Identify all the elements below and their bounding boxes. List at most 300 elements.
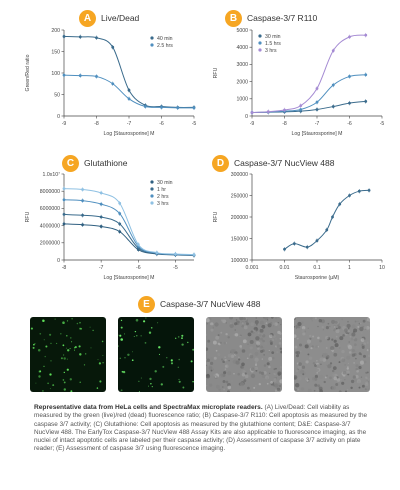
x-tick-label: -8: [94, 121, 99, 127]
legend-marker: [258, 34, 261, 37]
series-line-data: [285, 190, 370, 249]
cell-texture: [210, 357, 213, 360]
fluorescent-cell: [192, 349, 194, 351]
cell-texture: [278, 373, 281, 376]
legend-label: 40 min: [157, 35, 173, 42]
legend-label: 1 hr: [157, 186, 166, 193]
data-point: [338, 203, 341, 206]
cell-texture: [351, 338, 353, 340]
cell-texture: [331, 320, 335, 324]
fluorescent-cell: [64, 372, 65, 373]
fluorescent-cell: [79, 353, 81, 355]
fluorescent-cell: [63, 357, 65, 359]
cell-texture: [209, 366, 213, 370]
cell-texture: [280, 338, 282, 340]
caption-bold: Representative data from HeLa cells and SpectraMax microplate readers.: [34, 404, 263, 411]
cell-texture: [259, 334, 261, 336]
cell-texture: [240, 347, 241, 348]
cell-texture: [277, 383, 279, 385]
y-axis-label: RFU: [25, 211, 31, 223]
cell-texture: [243, 339, 247, 343]
cell-texture: [351, 380, 354, 383]
cell-texture: [247, 343, 248, 344]
legend-label: 30 min: [265, 33, 281, 40]
cell-texture: [268, 319, 269, 320]
y-tick-label: 0: [57, 257, 60, 264]
cell-texture: [225, 364, 229, 368]
y-tick-label: 4000: [236, 45, 248, 51]
cell-texture: [359, 352, 362, 355]
cell-texture: [347, 330, 349, 332]
data-point: [63, 213, 66, 216]
data-point: [364, 34, 367, 37]
chart-d: [210, 170, 390, 282]
y-axis-label: RFU: [213, 211, 219, 223]
cell-texture: [236, 361, 240, 365]
data-point: [137, 243, 140, 246]
cell-texture: [260, 338, 263, 341]
fluorescent-cell: [92, 330, 93, 331]
data-point: [267, 110, 270, 113]
cell-texture: [307, 339, 311, 343]
cell-texture: [256, 317, 257, 318]
data-point: [81, 188, 84, 191]
cell-texture: [344, 379, 345, 380]
cell-texture: [277, 331, 280, 334]
fluorescent-cell: [178, 367, 179, 368]
fluorescent-cell: [187, 342, 188, 343]
cell-texture: [207, 340, 210, 343]
data-point: [100, 192, 103, 195]
fluorescent-cell: [98, 359, 99, 360]
cell-texture: [305, 344, 309, 348]
cell-texture: [268, 366, 271, 369]
cell-texture: [208, 347, 210, 349]
fluorescent-cell: [64, 388, 66, 390]
fluorescent-cell: [162, 366, 164, 368]
cell-texture: [361, 338, 365, 342]
fluorescent-cell: [145, 342, 147, 344]
cell-texture: [351, 332, 355, 336]
cell-texture: [323, 329, 324, 330]
data-point: [193, 253, 196, 256]
cell-texture: [332, 370, 335, 373]
cell-texture: [244, 389, 246, 391]
x-tick-label: 1: [348, 265, 351, 271]
cell-texture: [261, 325, 265, 329]
cell-texture: [297, 388, 299, 390]
cell-texture: [237, 373, 240, 376]
x-tick-label: -9: [61, 121, 67, 127]
cell-texture: [273, 373, 275, 375]
fluorescent-cell: [61, 357, 63, 359]
cell-texture: [242, 349, 246, 353]
cell-texture: [316, 360, 317, 361]
cell-texture: [251, 368, 254, 371]
cell-texture: [264, 364, 267, 367]
cell-texture: [360, 323, 361, 324]
data-point: [174, 253, 177, 256]
fluorescent-cell: [66, 335, 68, 337]
legend-marker: [258, 48, 261, 51]
fluorescent-cell: [122, 371, 124, 373]
y-tick-label: 150000: [230, 236, 248, 243]
fluorescent-cell: [181, 343, 183, 345]
legend-marker: [150, 36, 153, 39]
cell-texture: [346, 356, 350, 360]
fluorescent-cell: [50, 360, 51, 361]
cell-texture: [263, 347, 264, 348]
fluorescent-cell: [152, 386, 153, 387]
cell-texture: [206, 374, 210, 378]
fluorescent-cell: [85, 353, 86, 354]
cell-texture: [269, 328, 271, 330]
fluorescent-cell: [63, 379, 65, 381]
fluorescent-cell: [118, 346, 119, 347]
y-tick-label: 100: [51, 70, 60, 77]
x-tick-label: 0.1: [313, 265, 321, 271]
data-point: [364, 73, 367, 76]
series-line-1.5-hrs: [252, 75, 366, 113]
cell-texture: [256, 324, 258, 326]
cell-texture: [313, 362, 315, 364]
cell-texture: [269, 351, 271, 353]
y-tick-label: 5000: [236, 27, 248, 34]
cell-texture: [348, 363, 349, 364]
cell-texture: [306, 380, 308, 382]
cell-texture: [229, 317, 233, 319]
cell-texture: [301, 387, 304, 390]
cell-texture: [225, 360, 227, 362]
fluorescent-cell: [136, 335, 137, 336]
cell-texture: [254, 327, 258, 331]
fluorescent-cell: [70, 337, 71, 338]
data-point: [118, 222, 121, 225]
cell-texture: [335, 383, 338, 386]
legend-label: 2.5 hrs: [157, 42, 173, 49]
cell-texture: [228, 386, 232, 390]
cell-texture: [367, 342, 369, 344]
cell-texture: [270, 381, 273, 384]
cell-texture: [214, 322, 218, 326]
x-tick-label: -6: [347, 121, 352, 127]
fluorescent-cell: [121, 320, 122, 321]
fluorescent-cell: [52, 384, 54, 386]
cell-texture: [247, 357, 249, 359]
cell-texture: [359, 387, 361, 389]
cell-texture: [341, 358, 345, 362]
cell-texture: [326, 326, 329, 329]
cell-texture: [347, 324, 351, 328]
cell-texture: [280, 351, 282, 354]
cell-texture: [368, 378, 370, 381]
panel-c-title: Glutathione: [84, 158, 128, 168]
y-tick-label: 150: [51, 49, 60, 56]
cell-texture: [339, 390, 342, 392]
cell-texture: [308, 328, 309, 329]
cell-texture: [360, 355, 362, 357]
panel-d-title: Caspase-3/7 NucView 488: [234, 158, 335, 168]
cell-texture: [322, 326, 324, 328]
series-line-1-hr: [64, 214, 194, 255]
cell-texture: [325, 336, 328, 339]
cell-texture: [326, 347, 328, 349]
cell-texture: [275, 338, 277, 340]
cell-texture: [294, 334, 296, 337]
data-point: [81, 199, 84, 202]
chart-c: [22, 170, 202, 282]
fluorescent-cell: [63, 355, 64, 356]
fluorescent-cell: [136, 319, 139, 322]
fluorescent-cell: [45, 345, 47, 347]
cell-texture: [341, 350, 344, 353]
cell-texture: [349, 341, 350, 342]
legend-marker: [258, 41, 261, 44]
cell-texture: [298, 362, 302, 366]
cell-texture: [335, 329, 339, 333]
cell-texture: [294, 317, 296, 320]
cell-texture: [211, 329, 214, 332]
data-point: [325, 229, 328, 232]
data-point: [306, 246, 309, 249]
cell-texture: [264, 342, 268, 346]
cell-texture: [301, 329, 305, 333]
chart-b: [210, 26, 390, 138]
cell-texture: [304, 372, 306, 374]
cell-texture: [280, 348, 282, 350]
cell-texture: [315, 345, 318, 348]
cell-texture: [333, 353, 337, 357]
cell-texture: [353, 362, 355, 364]
cell-texture: [322, 355, 323, 356]
fluorescent-cell: [91, 347, 92, 348]
cell-texture: [363, 342, 366, 345]
cell-texture: [239, 345, 242, 348]
cell-texture: [235, 333, 238, 336]
fluorescent-cell: [119, 335, 121, 337]
fluorescent-cell: [39, 333, 41, 335]
data-point: [111, 82, 114, 85]
cell-texture: [260, 350, 263, 353]
y-tick-label: 100000: [230, 257, 248, 264]
cell-texture: [220, 332, 222, 334]
cell-texture: [250, 340, 254, 344]
panel-b-badge: B: [225, 10, 242, 27]
cell-texture: [329, 326, 330, 327]
data-point: [251, 111, 254, 114]
cell-texture: [256, 341, 260, 345]
cell-texture: [209, 384, 212, 387]
cell-texture: [209, 318, 211, 320]
y-tick-label: 1000: [236, 96, 248, 103]
cell-texture: [316, 372, 318, 374]
cell-texture: [267, 362, 270, 365]
fluorescent-cell: [159, 354, 160, 355]
cell-texture: [294, 329, 296, 333]
fluorescent-cell: [141, 378, 142, 379]
fluorescent-cell: [39, 370, 41, 372]
cell-texture: [207, 359, 211, 363]
fluorescent-cell: [79, 328, 81, 330]
fluorescent-cell: [192, 381, 193, 382]
fluorescent-cell: [67, 349, 69, 351]
x-axis-label: Log [Staurosporine] M: [103, 131, 155, 137]
cell-texture: [214, 357, 217, 360]
data-point: [348, 194, 351, 197]
cell-texture: [322, 383, 325, 386]
data-point: [176, 106, 179, 109]
cell-texture: [327, 364, 331, 368]
data-point: [155, 251, 158, 254]
data-point: [118, 230, 121, 233]
fluorescent-cell: [71, 318, 72, 319]
cell-texture: [273, 379, 276, 382]
cell-texture: [226, 322, 227, 323]
cell-texture: [310, 317, 313, 320]
cell-texture: [357, 326, 359, 328]
cell-texture: [280, 324, 281, 325]
cell-texture: [247, 387, 250, 390]
cell-texture: [246, 321, 248, 323]
fluorescent-cell: [70, 378, 72, 380]
cell-texture: [215, 336, 219, 340]
cell-texture: [268, 357, 272, 361]
cell-texture: [243, 379, 246, 382]
fluorescent-cell: [175, 338, 176, 339]
x-tick-label: -8: [61, 265, 67, 271]
data-point: [95, 75, 98, 78]
cell-texture: [368, 389, 369, 390]
data-point: [332, 105, 335, 108]
data-point: [348, 35, 351, 38]
cell-texture: [297, 338, 299, 340]
fluorescent-cell: [74, 350, 75, 351]
fluorescent-cell: [31, 328, 33, 330]
fluorescent-cell: [182, 387, 184, 389]
cell-texture: [255, 320, 259, 324]
cell-texture: [242, 373, 246, 377]
cell-texture: [225, 368, 227, 370]
data-point: [118, 212, 121, 215]
fluorescent-cell: [102, 362, 103, 363]
microscopy-image-4: [294, 317, 370, 392]
x-tick-label: -7: [126, 121, 132, 127]
data-point: [95, 36, 98, 39]
cell-texture: [319, 375, 323, 379]
cell-texture: [223, 389, 225, 391]
cell-texture: [352, 354, 355, 357]
data-point: [283, 109, 286, 112]
fluorescent-cell: [120, 338, 123, 341]
cell-texture: [271, 351, 274, 354]
cell-texture: [260, 329, 264, 333]
data-point: [81, 223, 84, 226]
cell-texture: [312, 335, 314, 337]
legend-marker: [150, 187, 153, 190]
microscopy-image-3: [206, 317, 282, 392]
fluorescent-cell: [121, 389, 123, 391]
cell-texture: [270, 342, 273, 345]
fluorescent-cell: [179, 381, 181, 383]
fluorescent-cell: [90, 327, 91, 328]
fluorescent-cell: [99, 362, 101, 364]
data-point: [100, 225, 103, 228]
x-axis-label: Log [Staurosporine] M: [103, 275, 155, 281]
y-tick-label: 0: [245, 113, 248, 120]
cell-texture: [218, 334, 220, 336]
cell-texture: [330, 346, 334, 350]
cell-texture: [224, 357, 225, 358]
cell-texture: [236, 319, 238, 321]
data-point: [100, 216, 103, 219]
cell-texture: [325, 376, 327, 378]
x-tick-label: 10: [379, 265, 385, 271]
cell-texture: [332, 374, 335, 377]
fluorescent-cell: [80, 382, 81, 383]
cell-texture: [221, 358, 223, 360]
cell-texture: [299, 343, 302, 346]
cell-texture: [355, 351, 356, 352]
fluorescent-cell: [161, 383, 163, 385]
cell-texture: [275, 317, 277, 319]
fluorescent-cell: [33, 347, 35, 349]
cell-texture: [248, 332, 252, 336]
x-tick-label: -9: [249, 121, 255, 127]
cell-texture: [258, 332, 260, 334]
fluorescent-cell: [120, 358, 121, 359]
fluorescent-cell: [38, 375, 40, 377]
fluorescent-cell: [181, 337, 183, 339]
cell-texture: [363, 355, 366, 358]
fluorescent-cell: [178, 336, 180, 338]
data-point: [332, 49, 335, 52]
cell-texture: [326, 365, 327, 366]
cell-texture: [306, 360, 309, 363]
cell-texture: [227, 390, 230, 392]
fluorescent-cell: [179, 379, 180, 380]
chart-a: [22, 26, 202, 138]
fluorescent-cell: [102, 355, 103, 356]
fluorescent-cell: [134, 336, 135, 337]
data-point: [316, 108, 319, 111]
cell-texture: [350, 336, 352, 338]
cell-texture: [317, 368, 321, 372]
fluorescent-cell: [124, 357, 125, 358]
cell-texture: [266, 322, 268, 324]
cell-texture: [368, 355, 370, 358]
cell-texture: [271, 339, 274, 342]
fluorescent-cell: [67, 359, 68, 360]
cell-texture: [353, 328, 357, 332]
legend-label: 30 min: [157, 179, 173, 186]
cell-texture: [262, 334, 265, 337]
series-line-3-hrs: [64, 186, 194, 255]
microscopy-images: [30, 317, 370, 392]
cell-texture: [364, 326, 367, 329]
x-axis-label: Staurosporine (µM): [294, 275, 340, 281]
cell-texture: [218, 388, 220, 390]
brightfield-texture-4: [294, 317, 370, 392]
cell-texture: [253, 387, 255, 389]
cell-texture: [230, 351, 231, 352]
data-point: [79, 35, 82, 38]
fluorescent-cell: [151, 327, 153, 329]
fluorescent-cell: [49, 334, 51, 336]
cell-texture: [250, 322, 254, 326]
cell-texture: [246, 336, 250, 340]
cell-texture: [362, 346, 365, 349]
cell-texture: [262, 374, 266, 378]
